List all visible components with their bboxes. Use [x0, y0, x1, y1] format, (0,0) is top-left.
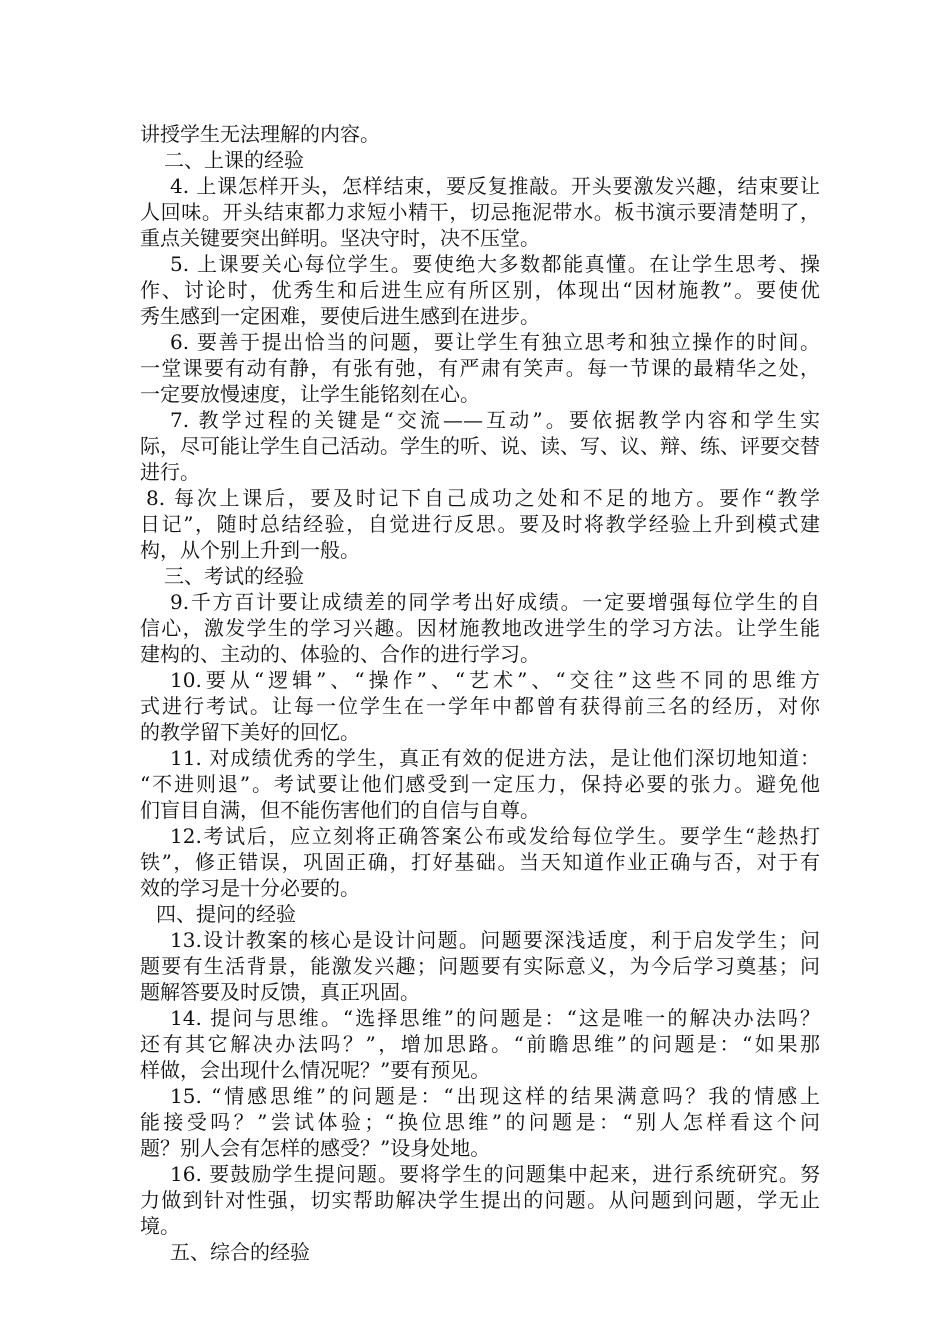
text-line: 4. 上课怎样开头，怎样结束，要反复推敲。开头要激发兴趣，结束要让 [170, 174, 820, 198]
text-line: 力做到针对性强，切实帮助解决学生提出的问题。从问题到问题，学无止 [140, 1188, 820, 1212]
text-line: 题？别人会有怎样的感受？”设身处地。 [140, 1136, 491, 1160]
text-line: 构，从个别上升到一般。 [140, 538, 360, 562]
text-line: 16. 要鼓励学生提问题。要将学生的问题集中起来，进行系统研究。努 [170, 1162, 820, 1186]
text-line: 际，尽可能让学生自己活动。学生的听、说、读、写、议、辩、练、评要交替 [140, 434, 820, 458]
text-line: 铁”，修正错误，巩固正确，打好基础。当天知道作业正确与否，对于有 [140, 850, 820, 874]
text-line: 四、提问的经验 [156, 902, 296, 926]
text-line: 还有其它解决办法吗？”，增加思路。“前瞻思维”的问题是：“如果那 [140, 1032, 820, 1056]
text-line: 五、综合的经验 [170, 1240, 310, 1264]
text-line: 8. 每次上课后，要及时记下自己成功之处和不足的地方。要作“教学 [146, 486, 820, 510]
text-line: 的教学留下美好的回忆。 [140, 720, 360, 744]
document-body [140, 121, 820, 1265]
text-line: 7. 教学过程的关键是“交流——互动”。要依据教学内容和学生实 [170, 408, 820, 432]
text-line: 建构的、主动的、体验的、合作的进行学习。 [140, 642, 540, 666]
text-line: 日记”，随时总结经验，自觉进行反思。要及时将教学经验上升到模式建 [140, 512, 820, 536]
text-line: 11. 对成绩优秀的学生，真正有效的促进方法，是让他们深切地知道： [170, 746, 820, 770]
text-line: 进行。 [140, 460, 200, 484]
text-line: 能接受吗？”尝试体验；“换位思维”的问题是：“别人怎样看这个问 [140, 1110, 820, 1134]
text-line: 5. 上课要关心每位学生。要使绝大多数都能真懂。在让学生思考、操 [170, 252, 820, 276]
text-line: 信心，激发学生的学习兴趣。因材施教地改进学生的学习方法。让学生能 [140, 616, 820, 640]
text-line: 式进行考试。让每一位学生在一学年中都曾有获得前三名的经历，对你 [140, 694, 820, 718]
text-line: 9.千方百计要让成绩差的同学考出好成绩。一定要增强每位学生的自 [170, 590, 820, 614]
text-line: 14. 提问与思维。“选择思维”的问题是：“这是唯一的解决办法吗？ [170, 1006, 820, 1030]
text-line: 10.要从“逻辑”、“操作”、“艺术”、“交往”这些不同的思维方 [170, 668, 820, 692]
text-line: 境。 [140, 1214, 180, 1238]
text-line: “不进则退”。考试要让他们感受到一定压力，保持必要的张力。避免他 [140, 772, 820, 796]
text-line: 题要有生活背景，能激发兴趣；问题要有实际意义，为今后学习奠基；问 [140, 954, 820, 978]
text-line: 们盲目自满，但不能伤害他们的自信与自尊。 [140, 798, 540, 822]
text-line: 一定要放慢速度，让学生能铭刻在心。 [140, 382, 480, 406]
text-line: 15. “情感思维”的问题是：“出现这样的结果满意吗？我的情感上 [170, 1084, 820, 1108]
text-line: 人回味。开头结束都力求短小精干，切忌拖泥带水。板书演示要清楚明了， [140, 200, 820, 224]
text-line: 效的学习是十分必要的。 [140, 876, 360, 900]
text-line: 作、讨论时，优秀生和后进生应有所区别，体现出“因材施教”。要使优 [140, 278, 820, 302]
text-line: 题解答要及时反馈，真正巩固。 [140, 980, 420, 1004]
text-line: 13.设计教案的核心是设计问题。问题要深浅适度，利于启发学生；问 [170, 928, 820, 952]
text-line: 三、考试的经验 [164, 564, 304, 588]
text-line: 秀生感到一定困难，要使后进生感到在进步。 [140, 304, 540, 328]
text-line: 6. 要善于提出恰当的问题，要让学生有独立思考和独立操作的时间。 [170, 330, 820, 354]
text-line: 样做，会出现什么情况呢？”要有预见。 [140, 1058, 491, 1082]
text-line: 12.考试后，应立刻将正确答案公布或发给每位学生。要学生“趁热打 [170, 824, 820, 848]
text-line: 一堂课要有动有静，有张有弛，有严肃有笑声。每一节课的最精华之处， [140, 356, 820, 380]
text-line: 二、上课的经验 [164, 148, 304, 172]
text-line: 重点关键要突出鲜明。坚决守时，决不压堂。 [140, 226, 540, 250]
text-line: 讲授学生无法理解的内容。 [140, 122, 380, 146]
